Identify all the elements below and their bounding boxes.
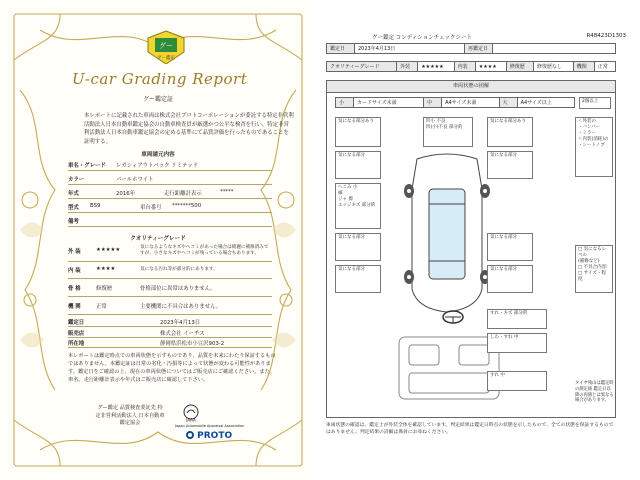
address-value: 静岡県浜松市小豆沢903-2: [160, 341, 225, 347]
intro-paragraph: 本レポートに記載された車両は株式会社プロトコーポレーションが委託する特定非営利活動法人日本自動車鑑定協会の自動車検査員が厳選かつ公平な検査を行い、特定非営利活動法人日本自動車鑑定協会の定める基準にて品質評価を行ったものであることを証明する。: [84, 113, 294, 145]
level-legend: □ 気になるレベル (補修など) □ 不具合内容: □ サイズ・程度: [575, 245, 613, 293]
shop-label: 販売店: [68, 331, 85, 337]
disclaimer-text: 本レポートは鑑定時点での車両状態を示すものであり、品質を未来にわたり保証するものではありません。本鑑定証は日常の劣化・汚損等によって状態が変わる可能性があります。鑑定日をご確認の上、現在の車両状態についてはご販売店にご確認ください。また、車名、走行距離計表示や年式はご販売店に確認して下さい。: [68, 353, 276, 383]
shop-value: 株式会社 イーチス: [160, 331, 205, 337]
shop-row: [68, 328, 272, 338]
ext-label: 外装: [397, 62, 418, 72]
defect-mid-left: 気になる部分: [335, 151, 381, 179]
appraisal-date-row: [68, 317, 272, 327]
size-small: 小: [336, 98, 354, 108]
proto-logo-text: PROTO: [197, 431, 233, 441]
quality-interior-row: [68, 263, 272, 279]
interior-note: 気になる汚れ等が部分的にあります。: [140, 267, 218, 272]
svg-text:グー: グー: [159, 42, 173, 50]
appraisal-date-label: 鑑定日: [68, 320, 85, 326]
point-count: 2個以上: [579, 97, 611, 109]
year-label: 年式: [68, 191, 79, 197]
resale-date-value: [493, 44, 616, 54]
frame-badge: 修復歴: [96, 286, 113, 292]
defect-right-b: 気になる部分: [487, 233, 533, 261]
int-label: 内装: [454, 62, 475, 72]
vehicle-model-row: [68, 158, 272, 171]
ext-stars: ★★★★★: [418, 62, 454, 72]
vehicle-condition-diagram: [326, 80, 616, 418]
remarks-label: 備考: [68, 219, 79, 225]
steering-wheel-icon: [441, 309, 465, 325]
engine-label: 機関: [573, 62, 594, 72]
sheet-date-label: 鑑定日: [327, 44, 355, 54]
type-value: BS9: [90, 203, 101, 209]
interior-defect-a: すれ・キズ 部分的: [487, 309, 547, 329]
color-value: パールホワイト: [116, 177, 154, 183]
int-stars: ★★★★: [475, 62, 506, 72]
certificate-subtitle: グー鑑定証: [142, 96, 173, 103]
frame-label: 骨 格: [68, 286, 81, 292]
grade-table: [326, 61, 616, 72]
type-label: 型式: [68, 205, 79, 211]
repair-label: 修復歴: [506, 62, 533, 72]
defect-left-c: 気になる部分: [335, 265, 381, 293]
interior-defect-c: すれ 中: [487, 371, 547, 391]
year-value: 2016年: [116, 191, 136, 197]
defect-right-c: 気になる部分: [487, 265, 533, 293]
chassis-label: 車台番号: [140, 205, 162, 211]
date-table: [326, 43, 616, 54]
mechanism-label: 機 関: [68, 304, 81, 310]
resale-date-label: 再鑑定日: [465, 44, 493, 54]
model-value: レガシィアウトバック リミテッド: [116, 163, 199, 169]
appraisal-date-value: 2023年4月13日: [160, 320, 201, 326]
mechanism-badge: 正常: [96, 304, 107, 310]
diagram-title: 車両状態の図解: [327, 81, 615, 93]
engine-value: 正常: [594, 62, 615, 72]
mileage-label: 走行距離計表示: [164, 191, 202, 197]
sheet-title: グー鑑定 コンディションチェックシート: [372, 35, 473, 41]
bottom-disclaimer: 車両状態の確認は、鑑定士が外装全体を確認しています。判定結果は鑑定日時点の状態を示したもので、全ての状態を保証するものではありません。判定結果の詳細は係員にお尋ねください。: [326, 423, 614, 435]
svg-text:グー鑑定: グー鑑定: [157, 56, 175, 61]
size-large-desc: A4サイズ以上: [517, 98, 574, 108]
defect-left-a: へこみ 小 細 ジャ 擦 エッジキズ 部分的: [335, 183, 381, 229]
proto-mark-icon: [186, 431, 194, 439]
size-medium: 中: [424, 98, 442, 108]
interior-label: 内 装: [68, 268, 81, 274]
interior-defect-b: しわ・すれ 中: [487, 333, 547, 353]
jaaa-logo-icon: [183, 404, 199, 422]
quality-exterior-row: [68, 244, 272, 262]
exterior-note: 気になるようなキズやヘコミがあった場合は綺麗に補修済みですが、小さなキズやヘコミが残っている場合もあります。: [140, 245, 269, 256]
vehicle-type-row: [68, 200, 272, 213]
model-label: 車名・グレード: [68, 163, 106, 169]
vehicle-year-row: [68, 186, 272, 199]
mechanism-note: 主要機関に不具合はありません。: [140, 304, 222, 310]
color-label: カラー: [68, 177, 85, 183]
size-large: 大: [499, 98, 517, 108]
sheet-date-value: 2023年4月13日: [355, 44, 465, 54]
mileage-value: *****: [220, 189, 234, 195]
defect-front-middle: 凹小 不良 凹(小)不良 部分的: [423, 117, 473, 147]
grading-certificate: [0, 0, 316, 480]
grade-label: クオリティーグレード: [327, 62, 397, 72]
document-number: R48423D1303: [586, 33, 626, 39]
vehicle-color-row: [68, 172, 272, 185]
size-legend-table: [335, 97, 575, 108]
vehicle-section-title: 車両請元内容: [141, 152, 175, 158]
report-title: U-car Grading Report: [72, 70, 248, 88]
quality-mechanism-row: [68, 299, 272, 315]
chassis-value: *******500: [172, 203, 202, 209]
goo-appraisal-badge-icon: [147, 30, 185, 64]
defect-left-b: 気になる部分: [335, 233, 381, 261]
exterior-stars: ★★★★★: [96, 247, 121, 253]
tire-note: タイヤ残山は鑑定時の測定値 鑑定日以降の再値とは異なる場合があります。: [575, 381, 614, 404]
defect-mid-right: 気になる部分: [487, 151, 533, 179]
proto-logo: [186, 431, 232, 441]
interior-stars: ★★★★: [96, 266, 116, 272]
quality-frame-row: [68, 281, 272, 297]
defect-front-right: 気になる部分あり: [487, 117, 533, 147]
size-medium-desc: A4サイズ未満: [442, 98, 499, 108]
defect-front-left: 気になる部分あり: [335, 117, 381, 147]
repair-value: 修復歴なし: [533, 62, 573, 72]
size-small-desc: カードサイズ未満: [354, 98, 424, 108]
frame-note: 骨格部位に異常はありません。: [140, 286, 216, 292]
quality-section-title: クオリティーグレード: [130, 236, 186, 242]
svg-text:JAAA: JAAA: [186, 417, 196, 422]
jaaa-subtitle: Japan Automobile Appraisal Association: [175, 424, 245, 428]
exterior-label: 外 装: [68, 249, 81, 255]
defect-legend-right: ＜外装の ・バンパー ・ミラー ＜内装(消耗)の ・シートノブ: [575, 117, 613, 177]
address-row: [68, 338, 272, 348]
address-label: 所在地: [68, 341, 85, 347]
issuer-text: グー鑑定 品質検査委託先 特定非営利活動法人 日本自動車鑑定協会: [95, 405, 165, 426]
vehicle-remarks-row: [68, 214, 272, 227]
